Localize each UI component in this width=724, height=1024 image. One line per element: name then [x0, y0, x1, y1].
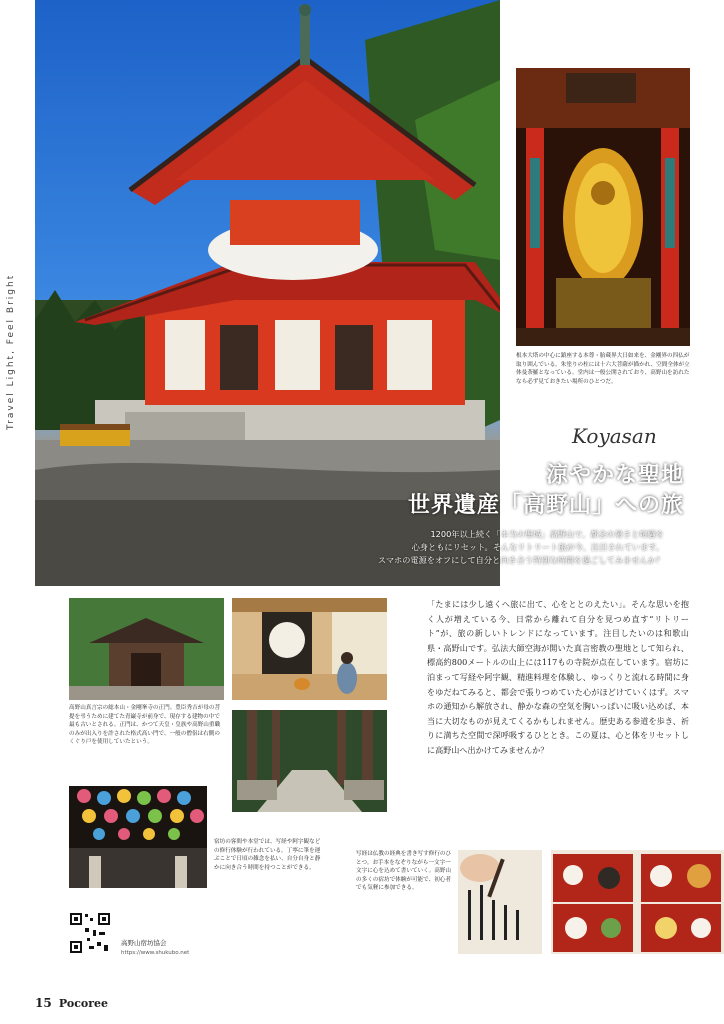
food-illustration [551, 850, 724, 954]
qr-code[interactable] [69, 912, 111, 954]
gate-illustration [69, 598, 224, 700]
photo-meditation-room [232, 598, 387, 700]
page-footer [35, 996, 108, 1010]
middle-caption: 宿坊の客間や本堂では、写経や阿字観などの修行体験が行われている。丁寧に筆を運ぶことで日頃の雑念を払い、自分自身と静かに向き合う時間を持つことができる。 [214, 839, 321, 871]
qr-label: 高野山宿坊協会 [121, 939, 167, 947]
qr-url[interactable]: https://www.shukubo.net [121, 950, 190, 956]
writing-caption: 写経は仏教の経典を書き写す修行のひとつ。お手本をなぞりながら一文字一文字に心を込めて書いていく。高野山の多くの宿坊で体験が可能で、初心者でも気軽に参加できる。 [356, 851, 452, 892]
photo-kongobuji-gate [69, 598, 224, 700]
lead-line-2: 心身ともにリセット。そんなリトリート旅が今、注目されています。 [411, 542, 664, 552]
photo-ceiling-lanterns [69, 786, 207, 888]
interior-photo-daito [516, 68, 690, 346]
lead-line-3: スマホの電源をオフにして自分と向き合う特別な時間を過ごしてみませんか？ [377, 555, 664, 565]
meditation-illustration [232, 598, 387, 700]
forest-path-illustration [232, 710, 387, 812]
top-right-caption: 根本大塔の中心に鎮座する本尊・胎蔵界大日如来を、金剛界の四仏が取り囲んでいる。朱塗りの柱には十六大菩薩が描かれ、空間全体が立体曼荼羅となっている。堂内は一般公開されており、高野山を訪れたなら必ず見ておきたい場所のひとつだ。 [516, 353, 690, 385]
left-caption: 高野山真言宗の総本山・金剛峯寺の正門。豊臣秀吉が母の菩提を弔うために建てた青巌寺が前身で、現存する建物の中で最も古いとされる。正門は、かつて天皇・皇族や高野山重職のみが出入りを許された格式高い門で、一般の僧侶は右側のくぐり戸を使用していたという。 [69, 705, 221, 746]
photo-sutra-copying [458, 850, 542, 954]
side-vertical-text: Travel Light, Feel Bright [6, 273, 16, 430]
script-title-koyasan: Koyasan [572, 424, 657, 448]
ceiling-illustration [69, 786, 207, 888]
title-line-2: 世界遺産「高野山」への旅 [407, 492, 684, 518]
brand-name: Pocoree [58, 997, 109, 1010]
interior-illustration [516, 68, 690, 346]
lead-line-1: 1200年以上続く「本当の聖域」高野山で、都会の暑さと喧騒を [430, 529, 664, 539]
sutra-illustration [458, 850, 542, 954]
title-line-1: 涼やかな聖地 [545, 462, 684, 488]
body-text-column: 「たまには少し遠くへ旅に出て、心をととのえたい」。そんな思いを抱く人が増えている今、日常から離れて自分を見つめ直す“リトリート”が、旅の新しいトレンドになっています。注目したいのは和歌山県・高野山です。弘法大師空海が開いた真言密教の聖地として知られ、標高約800メートルの山上には117もの寺院が点在しています。宿坊に泊まって写経や阿字観、精進料理を体験し、ゆっくりと流れる時間に身をゆだねてみると、都会で張りつめていた心がほどけていくはず。スマホの通知から解放され、静かな森の空気を胸いっぱいに吸い込めば、本当に大切なものが見えてくるかもしれません。歴史ある参道を歩き、祈りに満ちた空間で深呼吸するひととき。この夏は、心と体をリセットしに高野山へ出かけてみませんか？ [427, 599, 689, 755]
photo-okunoin-path [232, 710, 387, 812]
page-number: 15 [35, 996, 52, 1010]
photo-shojin-ryori [551, 850, 724, 954]
qr-code-graphic [69, 912, 111, 954]
